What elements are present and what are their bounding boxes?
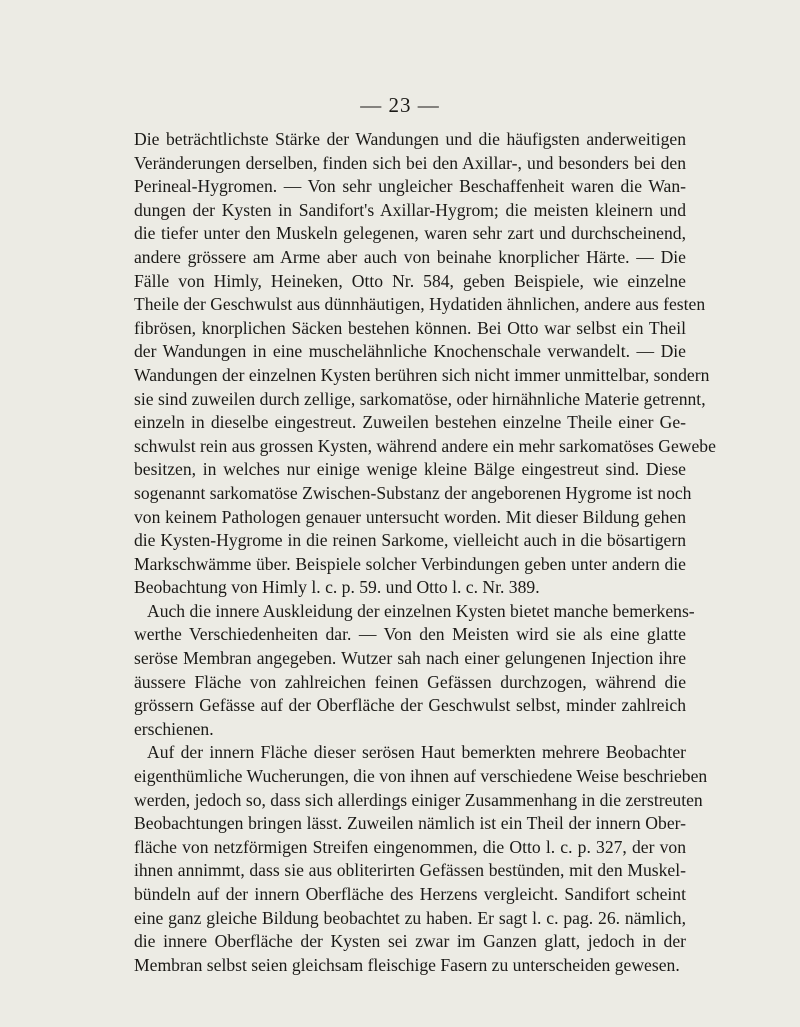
text-line: die innere Oberfläche der Kysten sei zwar im Ganzen glatt, jedoch in der (134, 931, 686, 952)
text-line: eigenthümliche Wucherungen, die von ihnen auf verschiedene Weise beschrieben (134, 766, 708, 787)
text-line: schwulst rein aus grossen Kysten, während andere ein mehr sarkomatöses Gewebe (134, 435, 716, 456)
text-line: Theile der Geschwulst aus dünnhäutigen, Hydatiden ähnlichen, andere aus festen (134, 294, 706, 315)
text-line: werden, jedoch so, dass sich allerdings einiger Zusammenhang in die zerstreuten (134, 789, 703, 810)
text-line: Fälle von Himly, Heineken, Otto Nr. 584, geben Beispiele, wie einzelne (134, 270, 686, 291)
text-line: einzeln in dieselbe eingestreut. Zuweilen bestehen einzelne Theile einer Ge- (134, 412, 686, 433)
text-line: fläche von netzförmigen Streifen eingenommen, die Otto l. c. p. 327, der von (134, 836, 686, 857)
text-line: die Kysten-Hygrome in die reinen Sarkome, vielleicht auch in die bösartigern (134, 530, 686, 551)
text-line: äussere Fläche von zahlreichen feinen Gefässen durchzogen, während die (134, 671, 686, 692)
text-line: von keinem Pathologen genauer untersucht worden. Mit dieser Bildung gehen (134, 506, 686, 527)
page-number: — 23 — (360, 93, 440, 117)
text-line: die tiefer unter den Muskeln gelegenen, waren sehr zart und durchscheinend, (134, 223, 686, 244)
text-line: andere grössere am Arme aber auch von beinahe knorplicher Härte. — Die (134, 246, 686, 267)
text-line: seröse Membran angegeben. Wutzer sah nach einer gelungenen Injection ihre (134, 648, 686, 669)
text-line: ihnen annimmt, dass sie aus obliterirten Gefässen bestünden, mit den Muskel- (134, 860, 686, 881)
text-line: dungen der Kysten in Sandifort's Axillar-Hygrom; die meisten kleinern und (134, 199, 686, 220)
text-line: sogenannt sarkomatöse Zwischen-Substanz der angeborenen Hygrome ist noch (134, 482, 692, 503)
text-line: Beobachtung von Himly l. c. p. 59. und Otto l. c. Nr. 389. (134, 577, 540, 598)
text-line: Membran selbst seien gleichsam fleischige Fasern zu unterscheiden gewesen. (134, 954, 680, 975)
text-line: sie sind zuweilen durch zellige, sarkomatöse, oder hirnähnliche Materie getrennt, (134, 388, 706, 409)
text-line: bündeln auf der innern Oberfläche des Herzens vergleicht. Sandifort scheint (134, 884, 686, 904)
text-line: Wandungen der einzelnen Kysten berühren sich nicht immer unmittelbar, sondern (134, 364, 710, 385)
text-line: Die beträchtlichste Stärke der Wandungen und die häufigsten anderweitigen (134, 129, 686, 149)
text-line: Veränderungen derselben, finden sich bei den Axillar-, und besonders bei den (134, 152, 686, 173)
text-line: der Wandungen in eine muschelähnliche Knochenschale verwandelt. — Die (134, 341, 686, 362)
text-line: werthe Verschiedenheiten dar. — Von den Meisten wird sie als eine glatte (134, 624, 686, 645)
text-line: besitzen, in welches nur einige wenige kleine Bälge eingestreut sind. Diese (134, 459, 686, 480)
paragraph (134, 600, 695, 742)
body-text (134, 128, 716, 977)
text-line: Perineal-Hygromen. — Von sehr ungleicher Beschaffenheit waren die Wan- (134, 176, 686, 197)
text-line: Beobachtungen bringen lässt. Zuweilen nämlich ist ein Theil der innern Ober- (134, 813, 686, 834)
text-line: fibrösen, knorplichen Säcken bestehen können. Bei Otto war selbst ein Theil (134, 317, 686, 338)
text-line: erschienen. (134, 718, 214, 739)
paragraph (134, 128, 716, 600)
text-line: grössern Gefässe auf der Oberfläche der Geschwulst selbst, minder zahlreich (134, 695, 686, 716)
text-line: Auch die innere Auskleidung der einzelnen Kysten bietet manche bemerkens- (147, 600, 695, 621)
text-line: Markschwämme über. Beispiele solcher Verbindungen geben unter andern die (134, 553, 686, 574)
text-line: eine ganz gleiche Bildung beobachtet zu haben. Er sagt l. c. pag. 26. nämlich, (134, 907, 686, 928)
text-line: Auf der innern Fläche dieser serösen Haut bemerkten mehrere Beobachter (147, 742, 686, 763)
paragraph (134, 741, 708, 977)
